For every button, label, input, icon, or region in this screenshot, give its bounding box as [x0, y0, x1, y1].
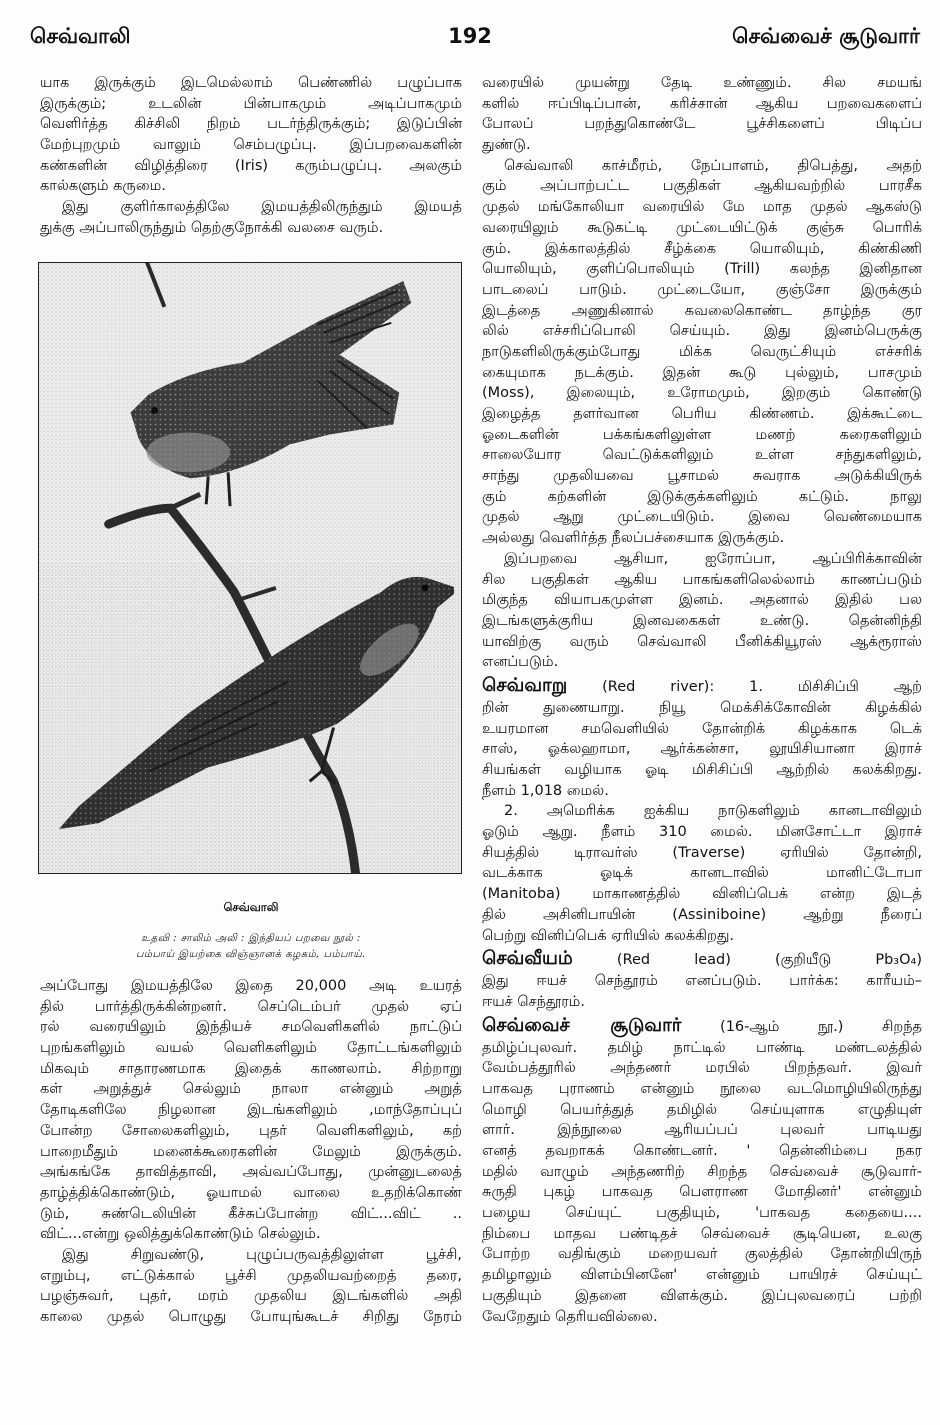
entry-sevvai-suduvar — [482, 1013, 922, 1328]
text-line: இது ஈயச் செந்தூரம் எனப்படும். பார்க்க: காரீயம்– — [482, 973, 922, 990]
text-line: பாறைமீதும் மனைக்கூரைகளின் மேலும் இருக்கும். — [40, 1143, 462, 1160]
paragraph — [482, 971, 922, 1012]
left-column-top — [40, 73, 462, 239]
text-line: மேற்புறமும் வாலும் செம்பழுப்பு. இப்பறவைகளின் — [40, 137, 462, 154]
text-line: கையுமாக நடக்கும். இதன் கூடு புல்லும், பாசமும் — [482, 364, 922, 381]
text-line: தமிழ்ப்புலவர். தமிழ் நாட்டில் பாண்டி மண்டலத்தில் — [482, 1039, 922, 1056]
text-line: முதல் மங்கோலியா வரையில் மே மாத முதல் ஆகஸ்டு — [482, 199, 922, 216]
text-line: துக்கு அப்பாலிருந்தும் தெற்குநோக்கி வலசை வரும். — [40, 219, 384, 236]
text-line: வேம்பத்தூரில் அந்தணர் மரபில் பிறந்தவர். இவர் — [482, 1060, 922, 1077]
paragraph — [482, 156, 922, 549]
text-line: கும். இக்காலத்தில் சீழ்க்கை யொலியும், கிண்கிணி — [482, 240, 922, 257]
headword: செவ்வாறு — [482, 674, 568, 696]
bird-upper-eye — [151, 407, 158, 414]
bird-illustration — [38, 262, 462, 874]
text-line: பழைய செய்யுட் பகுதியும், 'பாகவத கதையை.... — [482, 1205, 922, 1222]
text-line: ளார். இந்நூலை ஆரியப்பப் புலவர் பாடியது — [482, 1122, 922, 1139]
entry-first-line-text: (16-ஆம் நூ.) சிறந்த — [720, 1018, 922, 1035]
text-line: மதில் வாழும் அந்தணரிற் சிறந்த செவ்வைச் சூடுவார்- — [482, 1163, 922, 1180]
text-line: துண்டு. — [482, 137, 531, 154]
text-line: போற்ற வதிங்கும் மறையவர் குலத்தில் தோன்றியிருந் — [482, 1246, 922, 1263]
credit-line: பம்பாய் இயற்கை விஞ்ஞானக் கழகம், பம்பாய். — [135, 949, 367, 960]
text-line: எனத் தவறாகக் கொண்டனர். ' தென்னிம்பை நகர — [482, 1143, 922, 1159]
bird-upper-breast — [146, 432, 230, 472]
figure-credits — [40, 931, 462, 963]
text-line: யாவிற்கு வரும் செவ்வாலி பீனிக்கியூரஸ் ஆக்ரூராஸ் — [482, 633, 922, 650]
text-line: மிகவும் சாதாரணமாக இதைக் காணலாம். சிற்றாறு — [40, 1060, 462, 1077]
text-line: சாலையோர வெட்டுக்களிலும் உள்ள சந்துகளிலும், — [482, 447, 922, 464]
text-line: தமிழாலும் விளம்பினனே' என்னும் பாயிரச் செய்யுட் — [482, 1267, 922, 1284]
running-head-left: செவ்வாலி — [30, 24, 131, 48]
paragraph — [482, 698, 922, 801]
paragraph — [40, 976, 462, 1245]
text-line: இடத்தை அணுகினால் கவலைகொண்ட தாழ்ந்த குர — [482, 302, 922, 319]
paragraph — [482, 73, 922, 156]
running-head-right: செவ்வைச் சூடுவார் — [732, 24, 920, 48]
text-line: பெற்று வினிப்பெக் ஏரியில் கலக்கிறது. — [482, 927, 735, 944]
paragraph — [40, 1245, 462, 1328]
text-line: சியங்கள் வழியாக ஓடி மிசிசிப்பி ஆற்றில் கலக்கிறது. — [482, 762, 922, 778]
text-line: இது சிறுவண்டு, புழுப்பருவத்திலுள்ள பூச்சி, — [62, 1246, 462, 1263]
text-line: பாகவத புராணம் என்னும் நூலை வடமொழியிலிருந்து — [482, 1080, 922, 1097]
entry-first-line-text: (Red lead) (குறியீடு Pb₃O₄) — [616, 952, 922, 969]
text-line: ஓடும் ஆறு. நீளம் 310 மைல். மினசோட்டா இராச் — [482, 824, 922, 841]
text-line: (Moss), இலையும், உரோமமும், இறகும் கொண்டு — [482, 385, 922, 402]
text-line: இருக்கும்; உடலின் பின்பாகமும் அடிப்பாகமும் — [40, 95, 462, 112]
text-line: தோடிகளிலே நிழலான இடங்களிலும் ,மாந்தோப்புப் — [40, 1102, 462, 1119]
text-line: 2. அமெரிக்க ஐக்கிய நாடுகளிலும் கானடாவிலும் — [504, 803, 922, 820]
text-line: ஈயச் செந்தூரம். — [482, 993, 585, 1010]
text-line: காலை முதல் பொழுது போயுங்கூடச் சிறிது நேரம் — [40, 1309, 462, 1325]
text-line: எறும்பு, எட்டுக்கால் பூச்சி முதலியவற்றைத் தரை, — [40, 1267, 462, 1284]
text-line: யொலியும், குளிப்பொலியும் (Trill) கலந்த இனிதான — [482, 261, 922, 278]
text-line: பகுதியும் இதனை விளக்கும். இப்புலவரைப் பற்றி — [482, 1287, 922, 1304]
entry-first-line — [482, 1013, 922, 1038]
text-line: செவ்வாலி காச்மீரம், நேப்பாளம், திபெத்து, அதற் — [504, 157, 922, 174]
text-line: தில் பார்த்திருக்கின்றனர். செப்டெம்பர் முதல் ஏப் — [40, 998, 462, 1015]
text-line: வடக்காக ஓடிக் கானடாவில் மானிட்டோபா — [482, 865, 922, 882]
bird-illustration-svg — [39, 263, 461, 873]
page-number: 192 — [448, 24, 492, 48]
text-line: தில் அசினிபாயின் (Assiniboine) ஆற்று நீரைப் — [482, 906, 922, 923]
text-line: மொழி பெயர்த்துத் தமிழில் செய்யுளாக எழுதியுள் — [482, 1101, 922, 1118]
entry-first-line — [482, 673, 922, 698]
bird-lower-eye — [422, 584, 429, 591]
text-line: அங்கங்கே தாவித்தாவி, அவ்வப்போது, முன்னுடலைத் — [40, 1164, 462, 1181]
text-line: சாந்து முதலியவை பூசாமல் சுவராக அடுக்கியிருக் — [482, 468, 922, 485]
paragraph — [40, 197, 462, 238]
text-line: நாடுகளிலிருக்கும்போது மிக்க வெருட்சியும் எச்சரிக் — [482, 343, 922, 360]
text-line: பழஞ்சுவர், புதர், மரம் முதலிய இடங்களில் அதி — [40, 1288, 462, 1305]
text-line: உயரமான சமவெளியில் தோன்றிக் கிழக்காக டெக் — [482, 720, 922, 737]
paragraph — [482, 549, 922, 673]
entry-first-line-text: (Red river): 1. மிசிசிப்பி ஆற் — [602, 678, 922, 695]
text-line: நிம்பை மாதவ பண்டிதச் செவ்வைச் சூடியென, உலகு — [482, 1225, 922, 1242]
text-line: மிகுந்த வியாபகமுள்ள இனம். அதனால் இதில் பல — [482, 592, 922, 609]
text-line: யாக இருக்கும் இடமெல்லாம் பெண்ணில் பழுப்பாக — [40, 75, 462, 91]
text-line: ஓடைகளின் பக்கங்களிலுள்ள மணற் கரைகளிலும் — [482, 426, 922, 443]
paragraph — [40, 73, 462, 197]
text-line: இப்பறவை ஆசியா, ஐரோப்பா, ஆப்பிரிக்காவின் — [504, 550, 922, 567]
text-line: புறங்களிலும் வயல் வெளிகளிலும் தோட்டங்களிலும் — [40, 1040, 462, 1057]
text-line: வெளிர்த்த கிச்சிலி நிறம் படர்ந்திருக்கும்; இடுப்பின் — [40, 116, 462, 133]
figure-caption: செவ்வாலி — [223, 900, 279, 914]
right-column — [482, 73, 922, 1327]
text-line: சாஸ், ஓக்லஹாமா, ஆர்க்கன்சா, லூயிசியானா இராச் — [482, 741, 922, 758]
text-line: இழைத்த தளர்வான பெரிய கிண்ணம். இக்கூட்டை — [482, 406, 922, 422]
text-line: அப்போது இமயத்திலே இதை 20,000 அடி உயரத் — [40, 978, 462, 994]
text-line: இது குளிர்காலத்திலே இமயத்திலிருந்தும் இமயத் — [62, 199, 462, 216]
text-line: வேறேதும் தெரியவில்லை. — [482, 1308, 658, 1325]
entry-red-river — [482, 673, 922, 946]
text-line: தாழ்த்திக்கொண்டும், ஓயாமல் வாலை உதறிக்கொண் — [40, 1184, 462, 1201]
text-line: சியத்தில் டிராவர்ஸ் (Traverse) ஏரியில் தோன்றி, — [482, 844, 922, 861]
text-line: சுருதி புகழ் பாகவத பௌராண மோதினர்' என்னும் — [482, 1184, 922, 1201]
paragraph — [482, 801, 922, 946]
text-line: கால்களும் கருமை. — [40, 178, 166, 195]
left-column-bottom — [40, 976, 462, 1328]
credit-line: உதவி : சாலிம் அலி : இந்தியப் பறவை நூல் : — [141, 933, 361, 944]
text-line: (Manitoba) மாகாணத்தில் வினிப்பெக் என்ற இடத் — [482, 886, 922, 903]
headword: செவ்வீயம் — [482, 948, 573, 970]
text-line: லில் எச்சரிப்பொலி செய்யும். இது இனம்பெருக்கு — [482, 323, 922, 340]
text-line: வரையிலும் கூடுகட்டி முட்டையிட்டுக் குஞ்சு பொரிக் — [482, 219, 922, 236]
text-line: எனப்படும். — [482, 654, 559, 671]
text-line: அல்லது வெளிர்த்த நீலப்பச்சையாக இருக்கும். — [482, 530, 785, 547]
entry-red-lead — [482, 946, 922, 1012]
text-line: கும் அப்பாற்பட்ட பகுதிகள் ஆகியவற்றில் பாரசீக — [482, 178, 922, 195]
text-line: கண்களின் விழித்திரை (Iris) கரும்பழுப்பு. அலகும் — [40, 157, 462, 174]
text-line: ரல் வரையிலும் இந்தியச் சமவெளிகளில் நாட்டுப் — [40, 1019, 462, 1036]
text-line: போலப் பறந்துகொண்டே பூச்சிகளைப் பிடிப்ப — [482, 116, 922, 133]
text-line: முதல் ஆறு முட்டையிடும். இவை வெண்மையாக — [482, 509, 922, 526]
text-line: கும் கற்களின் இடுக்குக்களிலும் கட்டும். நாலு — [482, 488, 922, 505]
text-line: டும், சுண்டெலியின் கீச்சுப்போன்ற விட்...விட் .. — [40, 1205, 462, 1222]
text-line: கள் அறுத்துச் செல்லும் நாலா என்னும் அறுத் — [40, 1081, 462, 1098]
text-line: பாடலைப் பாடும். முட்டையோ, குஞ்சோ இருக்கும் — [482, 281, 922, 298]
text-line: களில் ஈப்பிடிப்பான், கரிச்சான் ஆகிய பறவைகளைப் — [482, 95, 922, 112]
paragraph — [482, 1038, 922, 1328]
entry-first-line — [482, 946, 922, 971]
text-line: போன்ற சோலைகளிலும், புதர் வெளிகளிலும், கற் — [40, 1122, 462, 1139]
text-line: நீளம் 1,018 மைல். — [482, 782, 609, 799]
text-line: இடங்களுக்குரிய இனவகைகள் உண்டு. தென்னிந்தி — [482, 612, 922, 629]
headword: செவ்வைச் சூடுவார் — [482, 1014, 682, 1036]
text-line: வரையில் முயன்று தேடி உண்ணும். சில சமயங் — [482, 75, 922, 91]
text-line: சில பகுதிகள் ஆகிய பாகங்களிலெல்லாம் காணப்படும் — [482, 571, 922, 588]
text-line: றின் துணையாறு. நியூ மெக்சிக்கோவின் கிழக்கில் — [482, 699, 922, 716]
text-line: விட்...என்று ஒலித்துக்கொண்டும் செல்லும். — [40, 1226, 321, 1243]
